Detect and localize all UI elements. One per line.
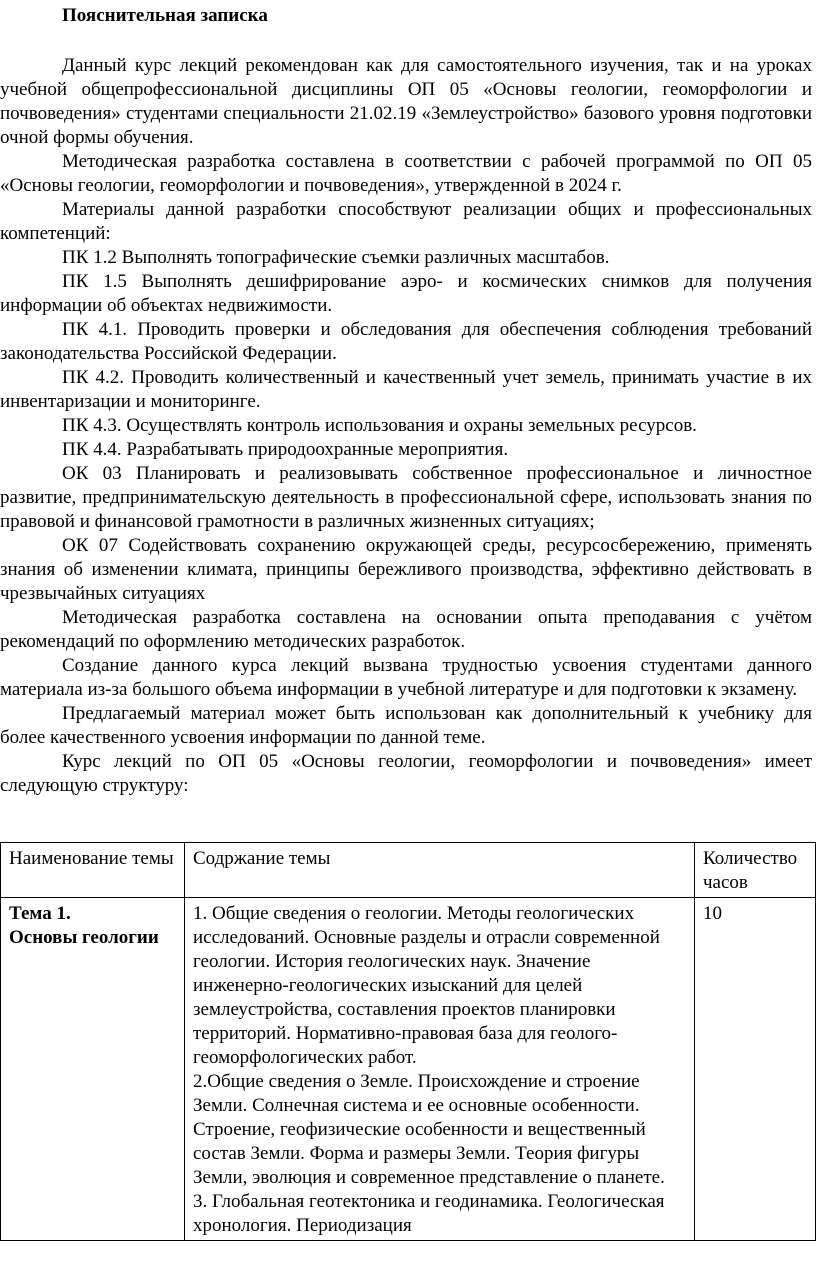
paragraph: Предлагаемый материал может быть использован как дополнительный к учебнику для более качественного усвоения информации по данной теме. [0,703,812,748]
document-body [0,54,812,798]
header-hours: Количество часов [695,843,816,898]
competency-item: ПК 4.4. Разрабатывать природоохранные мероприятия. [62,439,509,460]
competency-item: ПК 4.3. Осуществлять контроль использования и охраны земельных ресурсов. [62,415,697,436]
paragraph: Данный курс лекций рекомендован как для самостоятельного изучения, так и на уроках учебной общепрофессиональной дисциплины ОП 05 «Основы геологии, геоморфологии и почвоведения» студентами специальности 21.02.19 «Землеустройство» базового уровня подготовки очной формы обучения. [0,55,812,148]
paragraph: Методическая разработка составлена на основании опыта преподавания с учётом рекомендаций по оформлению методических разработок. [0,607,812,652]
header-topic-name: Наименование темы [1,843,185,898]
topic-content-item: 1. Общие сведения о геологии. Методы геологических исследований. Основные разделы и отрасли современной геологии. История геологических наук. Значение инженерно-геологических изысканий для целей землеустройства, составления проектов планировки территорий. Нормативно-правовая база для геолого-геоморфологических работ. [193,903,660,1068]
topic-content-cell [185,898,695,1241]
table-row [1,898,816,1241]
competency-item: ПК 1.5 Выполнять дешифрирование аэро- и космических снимков для получения информации об объектах недвижимости. [0,271,812,316]
header-topic-content: Содржание темы [185,843,695,898]
paragraph: Материалы данной разработки способствуют реализации общих и профессиональных компетенций: [0,199,812,244]
paragraph: Курс лекций по ОП 05 «Основы геологии, геоморфологии и почвоведения» имеет следующую структуру: [0,751,812,796]
hours-cell: 10 [695,898,816,1241]
course-structure-table [0,842,816,1241]
paragraph: Создание данного курса лекций вызвана трудностью усвоения студентами данного материала из-за большого объема информации в учебной литературе и для подготовки к экзамену. [0,655,812,700]
competency-item: ПК 4.1. Проводить проверки и обследования для обеспечения соблюдения требований законодательства Российской Федерации. [0,319,812,364]
competency-item: ОК 03 Планировать и реализовывать собственное профессиональное и личностное развитие, предпринимательскую деятельность в профессиональной сфере, использовать знания по правовой и финансовой грамотности в различных жизненных ситуациях; [0,463,812,532]
table-header-row [1,843,816,898]
document-title: Пояснительная записка [62,5,268,26]
competency-item: ОК 07 Содействовать сохранению окружающей среды, ресурсосбережению, применять знания об изменении климата, принципы бережливого производства, эффективно действовать в чрезвычайных ситуациях [0,535,812,604]
competency-item: ПК 1.2 Выполнять топографические съемки различных масштабов. [62,247,610,268]
topic-title: Основы геологии [9,927,159,948]
competency-item: ПК 4.2. Проводить количественный и качественный учет земель, принимать участие в их инвентаризации и мониторинге. [0,367,812,412]
topic-content-item: 2.Общие сведения о Земле. Происхождение и строение Земли. Солнечная система и ее основные особенности. Строение, геофизические особенности и вещественный состав Земли. Форма и размеры Земли. Теория фигуры Земли, эволюция и современное представление о планете. [193,1071,665,1188]
paragraph: Методическая разработка составлена в соответствии с рабочей программой по ОП 05 «Основы геологии, геоморфологии и почвоведения», утвержденной в 2024 г. [0,151,812,196]
topic-number: Тема 1. [9,903,71,924]
topic-content-item: 3. Глобальная геотектоника и геодинамика. Геологическая хронология. Периодизация [193,1191,665,1236]
topic-name-cell [1,898,185,1241]
